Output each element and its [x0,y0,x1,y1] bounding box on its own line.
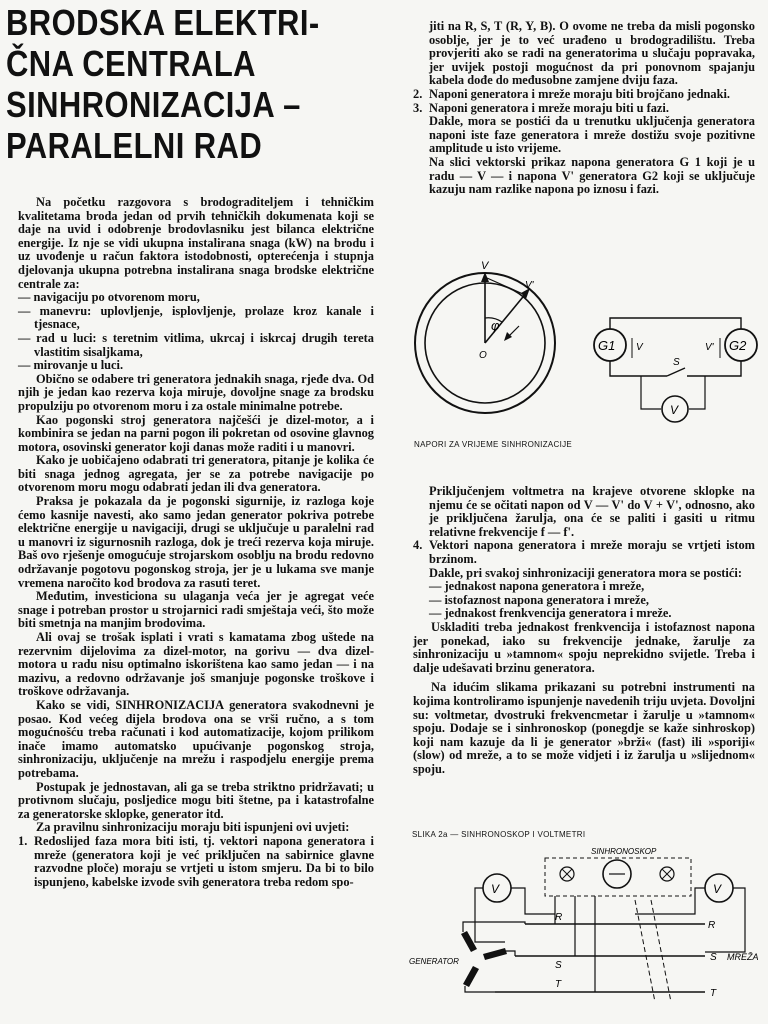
voltmeter-wire [511,888,555,914]
item-text: Naponi generatora i mreže moraju biti brojčano jednaki. [429,86,731,101]
voltmeter-wire [641,376,661,409]
paragraph: Za pravilnu sinhronizaciju moraju biti ispunjeni ovi uvjeti: [36,820,350,835]
vector-diagram-figure [405,258,765,438]
instrument-box [545,858,691,896]
label-voltmeter-left: V [491,882,500,896]
article-title [6,2,341,166]
label-right-v: V' [705,342,714,353]
item-text: Naponi generatora i mreže moraju biti u fazi. [429,100,669,115]
label-voltmeter: V [670,403,679,417]
label-v: V [481,260,489,272]
title-line: PARALELNI RAD [6,125,263,166]
label-o: O [479,350,487,361]
label-r-right: R [708,920,716,931]
label-voltmeter-right: V [713,882,722,896]
label-generator: GENERATOR [409,957,459,966]
label-v-prime: V' [525,280,534,291]
label-synchronoscope: SINHRONOSKOP [591,847,657,856]
paragraph: Kao pogonski stroj generatora najčešći je dizel-motor, a i kombinira se jedan na parni pogon ili pokretan od osovine glavnog motora, osovinski generator koji danas može raditi i u manovri. [18,412,374,454]
usage-list [18,291,374,373]
title-line: BRODSKA ELEKTRI- [6,2,320,43]
switch-blade [651,900,671,1002]
paragraph: Uskladiti treba jednakost frenkvencija i istofaznost napona jer ponekad, iako su frekvencije jednake, žarulje za sinhronizaciju u »tamnom« spoju neprekidno svijetle. Treba i dalje udešavati brzinu generatora. [413,619,755,675]
label-s: S [555,960,562,971]
paragraph: Dakle, mora se postići da u trenutku uključenja generatora naponi iste faze generatora i mreže dostižu svoje pozitivne amplitude u isto vrijeme. [429,114,755,156]
conditions-list [18,835,374,889]
requirements-list [429,580,755,621]
item-number: 3. [413,100,423,115]
condition-item [18,835,374,889]
voltmeter-wire [635,888,705,914]
right-column-top [413,20,755,197]
switch-blade [635,900,655,1002]
conditions-list [413,539,755,566]
synchronoscope-figure [405,842,765,1020]
right-column-middle [413,485,755,776]
paragraph: Priključenjem voltmetra na krajeve otvorene sklopke na njemu će se očitati napon od V — V' do V + V', odnosno, ako je priključena žarulja, ona će se paliti i gasiti u ritmu relativne frekvencije f — f'. [429,484,755,539]
gen-wire [463,922,525,932]
condition-item [413,102,755,116]
label-g2: G2 [729,338,747,353]
paragraph: Na početku razgovora s brodograditeljem i tehničkim kvalitetama broda jedan od prvih tehničkih dokumenata koji se daje na uvid i odobrenje brodovlasniku jest bilanca električne energije. Iz nje se vidi ukupna instalirana snaga (kW) na brodu i uz uvođenje u račun faktora istodobnosti, opterećenja i stupnja djelovanja ukupna potrebna instalirana snaga brodske električne centrale za: [18,195,374,291]
top-wire [610,318,741,329]
paragraph: jiti na R, S, T (R, Y, B). O ovome ne treba da misli pogonsko osoblje, jer je to već urađeno u brodogradilištu. Treba provjeriti ako se radi na generatorima u slučaju popravaka, jer uvijek postoji mogućnost da pri ponovnom spajanju kabela dođe do međusobne zamjene dviju faza. [429,19,755,88]
paragraph: Kako je uobičajeno odabrati tri generatora, pitanje je kolika će biti snaga jednog agregata, jer se za potrebe navigacije po otvorenom moru mogu odabrati jedan ili dva generatora. [18,453,374,495]
condition-item [413,539,755,566]
switch-s [667,368,685,376]
title-line: SINHRONIZACIJA – [6,84,301,125]
paragraph: Na slici vektorski prikaz napona generatora G 1 koji je u radu — V — i napona V' generatora G2 koji se uključuje kazuju nam razlike napona po iznosu i fazi. [429,154,755,197]
gen-wire [465,986,495,992]
item-number: 4. [413,538,423,553]
list-item: — mirovanje u luci. [18,358,124,373]
conditions-list [413,88,755,115]
item-number: 2. [413,86,423,101]
list-item: — jednakost frenkvencija generatora i mreže. [429,606,672,621]
voltmeter-wire [689,376,705,409]
list-item: — navigaciju po otvorenom moru, [18,290,200,305]
left-column [18,196,374,889]
continued-item [413,20,755,88]
label-t: T [555,979,562,990]
item-text: Redoslijed faza mora biti isti, tj. vektori napona generatora i mreže (generatora koji je već priključen na sabirnice glavne razvodne ploče) moraju se vrtjeti u istom smjeru. Da bi to bilo ispunjeno, kabelske izvode svih generatora treba redom spo- [34,833,374,889]
item-text: Vektori napona generatora i mreže moraju se vrtjeti istom brzinom. [429,538,755,566]
paragraph: Dakle, pri svakoj sinhronizaciji generatora mora se postići: [429,565,742,580]
item-number: 1. [18,833,28,848]
paragraph: Na idućim slikama prikazani su potrebni instrumenti na kojima kontroliramo ispunjenje navedenih triju uvjeta. Dovoljni su: voltmetar, dvostruki frekvencmetar i žarulje u »tamnom« spoju. Dodaje se i sinhronoskop (ponegdje se kaže sinhroskop) koji nam kazuje da li je generator »brži« (fast) ili »sporiji« (slow) od mreže, a to se može vidjeti i iz žarulja u »slijednom« spoju. [413,680,755,776]
paragraph: Praksa je pokazala da je pogonski sigurnije, iz razloga koje ćemo kasnije navesti, ako samo jedan generator pokriva potrebe električne energije u navigaciji, drugi se uključuje u paralelni rad u manovri iz sigurnosnih razloga, dok je treći rezerva koja miruje. Baš ovo rješenje omogućuje strojarskom osoblju na brodu redovno održavanje pogotovu pogonskog stroja, jer je u lukama sve manje vremena naročito kod brodova za rasuti teret. [18,494,374,590]
bottom-wire-left [610,361,667,376]
condition-item [413,88,755,102]
title-line: ČNA CENTRALA [6,43,256,84]
paragraph: Kako se vidi, SINHRONIZACIJA generatora svakodnevni je posao. Kod većeg dijela brodova ona se vrši ručno, a s tom mogućnošću treba računati i kod automatizacije, kojom prilikom inače imamo automatsko upućivanje pogonskog stroja, sinhronizaciju, uključenje na mrežu i raspodjelu energije prema potrebama. [18,697,374,780]
label-s-right: S [710,952,717,963]
label-phi: φ [491,318,500,333]
list-item: — jednakost napona generatora i mreže, [429,579,645,594]
list-item: — rad u luci: s teretnim vitlima, ukrcaj i iskrcaj drugih tereta vlastitim sisaljkama, [18,330,374,359]
voltmeter-wire [475,888,505,942]
list-item: — istofaznost napona generatora i mreže, [429,592,650,607]
item3-body-cont [413,485,755,539]
label-left-v: V [636,342,643,353]
paragraph: Ali ovaj se trošak isplati i vrati s kamatama zbog uštede na rezervnim dijelovima za dizel-motor, na gorivu — dva dizel-motora u radu nisu optimalno iskorištena kao samo jedan — i na mazivu, a redovno održavanje još smanjuje pogonske troškove i troškove održavanja. [18,630,374,699]
bottom-wire-right [687,361,741,376]
item3-body [413,115,755,197]
winding [483,948,507,960]
label-s: S [673,357,680,368]
label-t-right: T [710,988,717,999]
list-item: — manevru: uplovljenje, isplovljenje, prolaze kroz kanale i tjesnace, [18,303,374,332]
arrowhead [504,332,512,341]
paragraph: Postupak je jednostavan, ali ga se treba striktno pridržavati; u protivnom slučaju, posljedice mogu biti štetne, pa i katastrofalne za generatorske sklopke, generator itd. [18,779,374,821]
paragraph: Obično se odabere tri generatora jednakih snaga, rjeđe dva. Od njih je jedan kao rezerva koja miruje, dovoljne snage za brodsku propulziju po otvorenom moru i za ostale minimalne potrebe. [18,371,374,413]
winding [463,966,479,987]
paragraph: Međutim, investiciona su ulaganja veća jer je agregat veće snage i potreban prostor u strojarnici radi smještaja veći, što može biti smetnja na manjim brodovima. [18,589,374,631]
figure1-caption: NAPORI ZA VRIJEME SINHRONIZACIJE [414,440,573,449]
figure2-caption: SLIKA 2a — SINHRONOSKOP I VOLTMETRI [412,830,586,839]
label-g1: G1 [598,338,616,353]
label-mreza: MREŽA [727,952,759,962]
label-r: R [555,912,563,923]
item4-body [413,567,755,621]
